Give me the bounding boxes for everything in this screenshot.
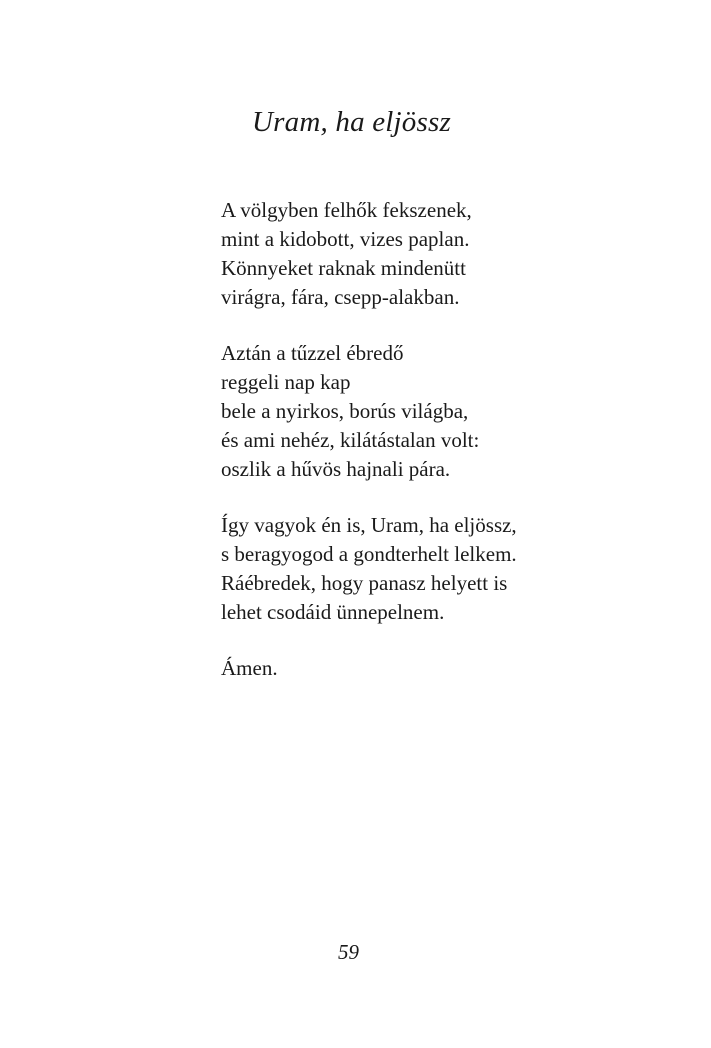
stanza-4 (221, 654, 661, 683)
poem-title: Uram, ha eljössz (252, 106, 451, 138)
poem-line: Így vagyok én is, Uram, ha eljössz, (221, 513, 517, 537)
poem-line: Ráébredek, hogy panasz helyett is (221, 571, 508, 595)
poem-line: lehet csodáid ünnepelnem. (221, 600, 445, 624)
poem-line: Könnyeket raknak mindenütt (221, 256, 466, 280)
poem-line: Ámen. (221, 656, 278, 680)
poem-line: mint a kidobott, vizes paplan. (221, 227, 470, 251)
poem-line: virágra, fára, csepp-alakban. (221, 285, 460, 309)
poem-line: Aztán a tűzzel ébredő (221, 341, 404, 365)
poem-body (221, 196, 661, 710)
poem-line: reggeli nap kap (221, 370, 351, 394)
stanza-3 (221, 511, 661, 627)
poem-line: bele a nyirkos, borús világba, (221, 399, 469, 423)
poem-line: A völgyben felhők fekszenek, (221, 198, 472, 222)
stanza-2 (221, 339, 661, 484)
page-number: 59 (338, 940, 359, 964)
poem-line: s beragyogod a gondterhelt lelkem. (221, 542, 517, 566)
poem-line: oszlik a hűvös hajnali pára. (221, 457, 451, 481)
stanza-1 (221, 196, 661, 312)
poem-line: és ami nehéz, kilátástalan volt: (221, 428, 480, 452)
